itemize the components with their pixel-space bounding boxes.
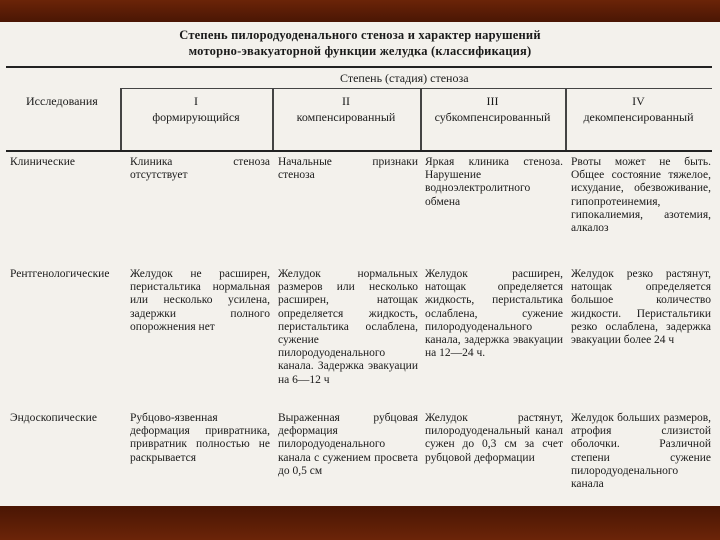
cell-endoscopic-stage-3: Желудок растянут, пилородуоденальный канал сужен до 0,3 см за счет рубцовой деформации bbox=[425, 412, 563, 464]
cell-endoscopic-stage-2: Выраженная рубцовая деформация пилородуоденального канала с сужением просвета до 0,5 см bbox=[278, 412, 418, 477]
header-investigations: Исследования bbox=[26, 94, 98, 108]
stage-1-numeral: I bbox=[194, 94, 198, 108]
stage-1-name: формирующийся bbox=[152, 110, 240, 124]
table-top-rule bbox=[6, 66, 712, 68]
cell-clinical-stage-1: Клиника стеноза отсутствует bbox=[130, 156, 270, 182]
stage-4-name: декомпенсированный bbox=[583, 110, 694, 124]
cell-clinical-stage-4: Рвоты может не быть. Общее состояние тяжелое, исхудание, обезвоживание, гипопротеинемия, гипокалиемия, азотемия, алкалоз bbox=[571, 156, 711, 235]
cell-clinical-stage-2: Начальные признаки стеноза bbox=[278, 156, 418, 182]
cell-radiological-stage-2: Желудок нормальных размеров или несколько расширен, натощак определяется жидкость, перистальтика ослаблена, сужение пилородуоденального канала. Задержка эвакуации на 6—12 ч bbox=[278, 268, 418, 386]
row-label-radiological: Рентгенологические bbox=[10, 268, 110, 280]
cell-endoscopic-stage-1: Рубцово-язвенная деформация привратника, привратник полностью не раскрывается bbox=[130, 412, 270, 464]
cell-radiological-stage-1: Желудок не расширен, перистальтика нормальная или несколько усилена, задержки полного опорожнения нет bbox=[130, 268, 270, 333]
cell-endoscopic-stage-4: Желудок больших размеров, атрофия слизистой оболочки. Различной степени сужение пилородуоденального канала bbox=[571, 412, 711, 491]
top-frame-bar bbox=[0, 0, 720, 22]
scanned-table-page bbox=[0, 22, 720, 506]
row-label-clinical: Клинические bbox=[10, 156, 75, 168]
bottom-frame-bar bbox=[0, 506, 720, 540]
cell-clinical-stage-3: Яркая клиника стеноза. Нарушение водноэлектролитного обмена bbox=[425, 156, 563, 208]
table-title-line-1: Степень пилородуоденального стеноза и характер нарушений bbox=[179, 28, 541, 42]
stage-2-numeral: II bbox=[342, 94, 350, 108]
row-label-endoscopic: Эндоскопические bbox=[10, 412, 97, 424]
header-bottom-rule bbox=[6, 150, 712, 152]
stage-4-numeral: IV bbox=[632, 94, 645, 108]
cell-radiological-stage-3: Желудок расширен, натощак определяется жидкость, перистальтика ослаблена, сужение пилородуоденального канала, задержка эвакуации на 12—24 ч. bbox=[425, 268, 563, 360]
header-stage-group: Степень (стадия) стеноза bbox=[340, 71, 469, 85]
stage-2-name: компенсированный bbox=[296, 110, 396, 124]
cell-radiological-stage-4: Желудок резко растянут, натощак определяется большое количество жидкости. Перистальтики резко ослаблена, задержка эвакуации более 24 ч bbox=[571, 268, 711, 347]
stage-3-numeral: III bbox=[486, 94, 499, 108]
table-title-line-2: моторно-эвакуаторной функции желудка (классификация) bbox=[188, 44, 532, 58]
stage-3-name: субкомпенсированный bbox=[434, 110, 551, 124]
stage-group-rule bbox=[120, 88, 712, 89]
